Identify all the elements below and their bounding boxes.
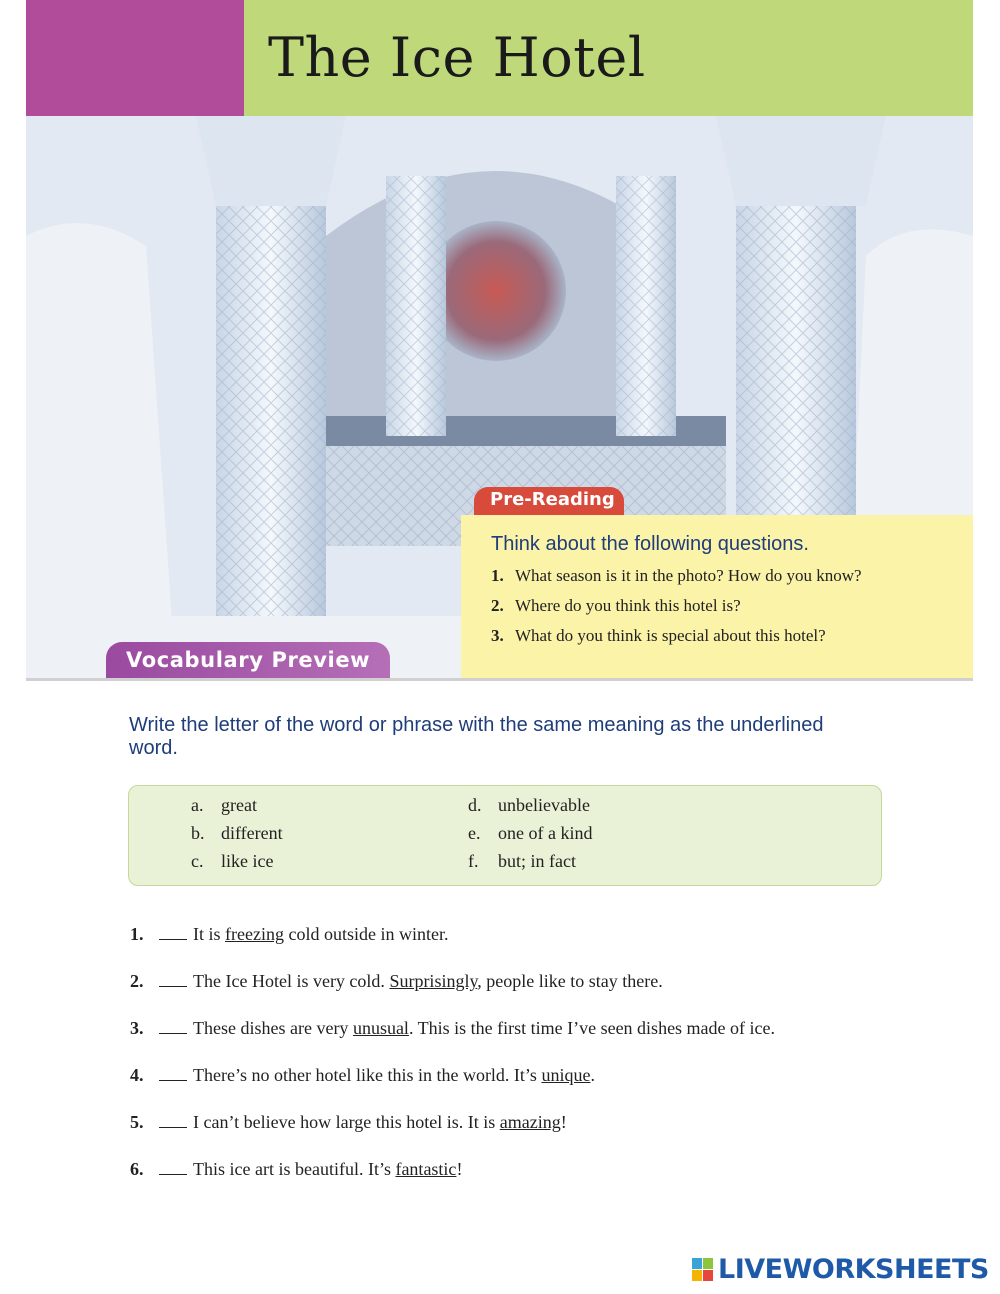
word-bank-item	[191, 823, 283, 844]
question-text: What do you think is special about this hotel?	[515, 626, 826, 645]
word-bank-letter: d.	[468, 795, 482, 815]
liveworksheets-logo-icon	[692, 1258, 714, 1282]
section-divider	[26, 678, 973, 681]
question-number: 2.	[491, 596, 504, 615]
pre-reading-question	[491, 626, 973, 646]
exercise-item	[130, 1065, 595, 1086]
word-bank-text: one of a kind	[498, 823, 593, 843]
word-bank-text: different	[221, 823, 283, 843]
question-number: 1.	[491, 566, 504, 585]
pre-reading-question	[491, 596, 973, 616]
item-number: 6.	[130, 1159, 144, 1179]
sentence-after: !	[560, 1112, 567, 1132]
answer-blank[interactable]	[159, 1113, 187, 1128]
item-number: 4.	[130, 1065, 144, 1085]
item-number: 3.	[130, 1018, 144, 1038]
word-bank-letter: f.	[468, 851, 479, 871]
word-bank-letter: b.	[191, 823, 205, 843]
question-text: Where do you think this hotel is?	[515, 596, 741, 615]
page-title: The Ice Hotel	[268, 26, 646, 89]
sentence-after: !	[456, 1159, 463, 1179]
sentence-after: .	[590, 1065, 595, 1085]
sentence-after: , people like to stay there.	[477, 971, 663, 991]
word-bank-letter: e.	[468, 823, 481, 843]
word-bank-text: unbelievable	[498, 795, 590, 815]
underlined-word: freezing	[225, 924, 284, 944]
question-number: 3.	[491, 626, 504, 645]
item-number: 5.	[130, 1112, 144, 1132]
sentence-before: I can’t believe how large this hotel is. It is	[193, 1112, 500, 1132]
sentence-before: There’s no other hotel like this in the world. It’s	[193, 1065, 542, 1085]
answer-blank[interactable]	[159, 972, 187, 987]
vocabulary-preview-tab: Vocabulary Preview	[106, 642, 390, 680]
word-bank-letter: c.	[191, 851, 204, 871]
item-number: 1.	[130, 924, 144, 944]
exercise-item	[130, 1018, 775, 1039]
item-number: 2.	[130, 971, 144, 991]
word-bank-item	[468, 823, 592, 844]
header-accent-block	[26, 0, 244, 116]
sentence-after: cold outside in winter.	[283, 924, 449, 944]
sentence-before: It is	[193, 924, 226, 944]
exercise-item	[130, 1112, 567, 1133]
word-bank-letter: a.	[191, 795, 204, 815]
exercise-item	[130, 971, 663, 992]
underlined-word: Surprisingly	[389, 971, 478, 991]
pre-reading-box	[461, 515, 973, 678]
liveworksheets-logo-text: LIVEWORKSHEETS	[718, 1254, 989, 1285]
word-bank-text: like ice	[221, 851, 274, 871]
sentence-after: . This is the first time I’ve seen dishes made of ice.	[408, 1018, 776, 1038]
word-bank-item	[468, 851, 576, 872]
word-bank	[128, 785, 882, 886]
sentence-before: This ice art is beautiful. It’s	[193, 1159, 396, 1179]
pre-reading-question	[491, 566, 973, 586]
exercise-item	[130, 1159, 462, 1180]
question-text: What season is it in the photo? How do you know?	[515, 566, 862, 585]
pre-reading-tab: Pre-Reading	[474, 487, 624, 515]
answer-blank[interactable]	[159, 1066, 187, 1081]
underlined-word: unusual	[352, 1018, 409, 1038]
underlined-word: amazing	[499, 1112, 561, 1132]
pre-reading-heading: Think about the following questions.	[491, 533, 809, 555]
vocabulary-instructions: Write the letter of the word or phrase with the same meaning as the underlined word.	[129, 714, 824, 759]
underlined-word: unique	[541, 1065, 591, 1085]
answer-blank[interactable]	[159, 925, 187, 940]
answer-blank[interactable]	[159, 1019, 187, 1034]
word-bank-text: great	[221, 795, 257, 815]
word-bank-item	[191, 795, 257, 816]
word-bank-text: but; in fact	[498, 851, 576, 871]
underlined-word: fantastic	[395, 1159, 457, 1179]
sentence-before: The Ice Hotel is very cold.	[193, 971, 390, 991]
word-bank-item	[468, 795, 590, 816]
answer-blank[interactable]	[159, 1160, 187, 1175]
exercise-item	[130, 924, 448, 945]
word-bank-item	[191, 851, 273, 872]
sentence-before: These dishes are very	[193, 1018, 353, 1038]
